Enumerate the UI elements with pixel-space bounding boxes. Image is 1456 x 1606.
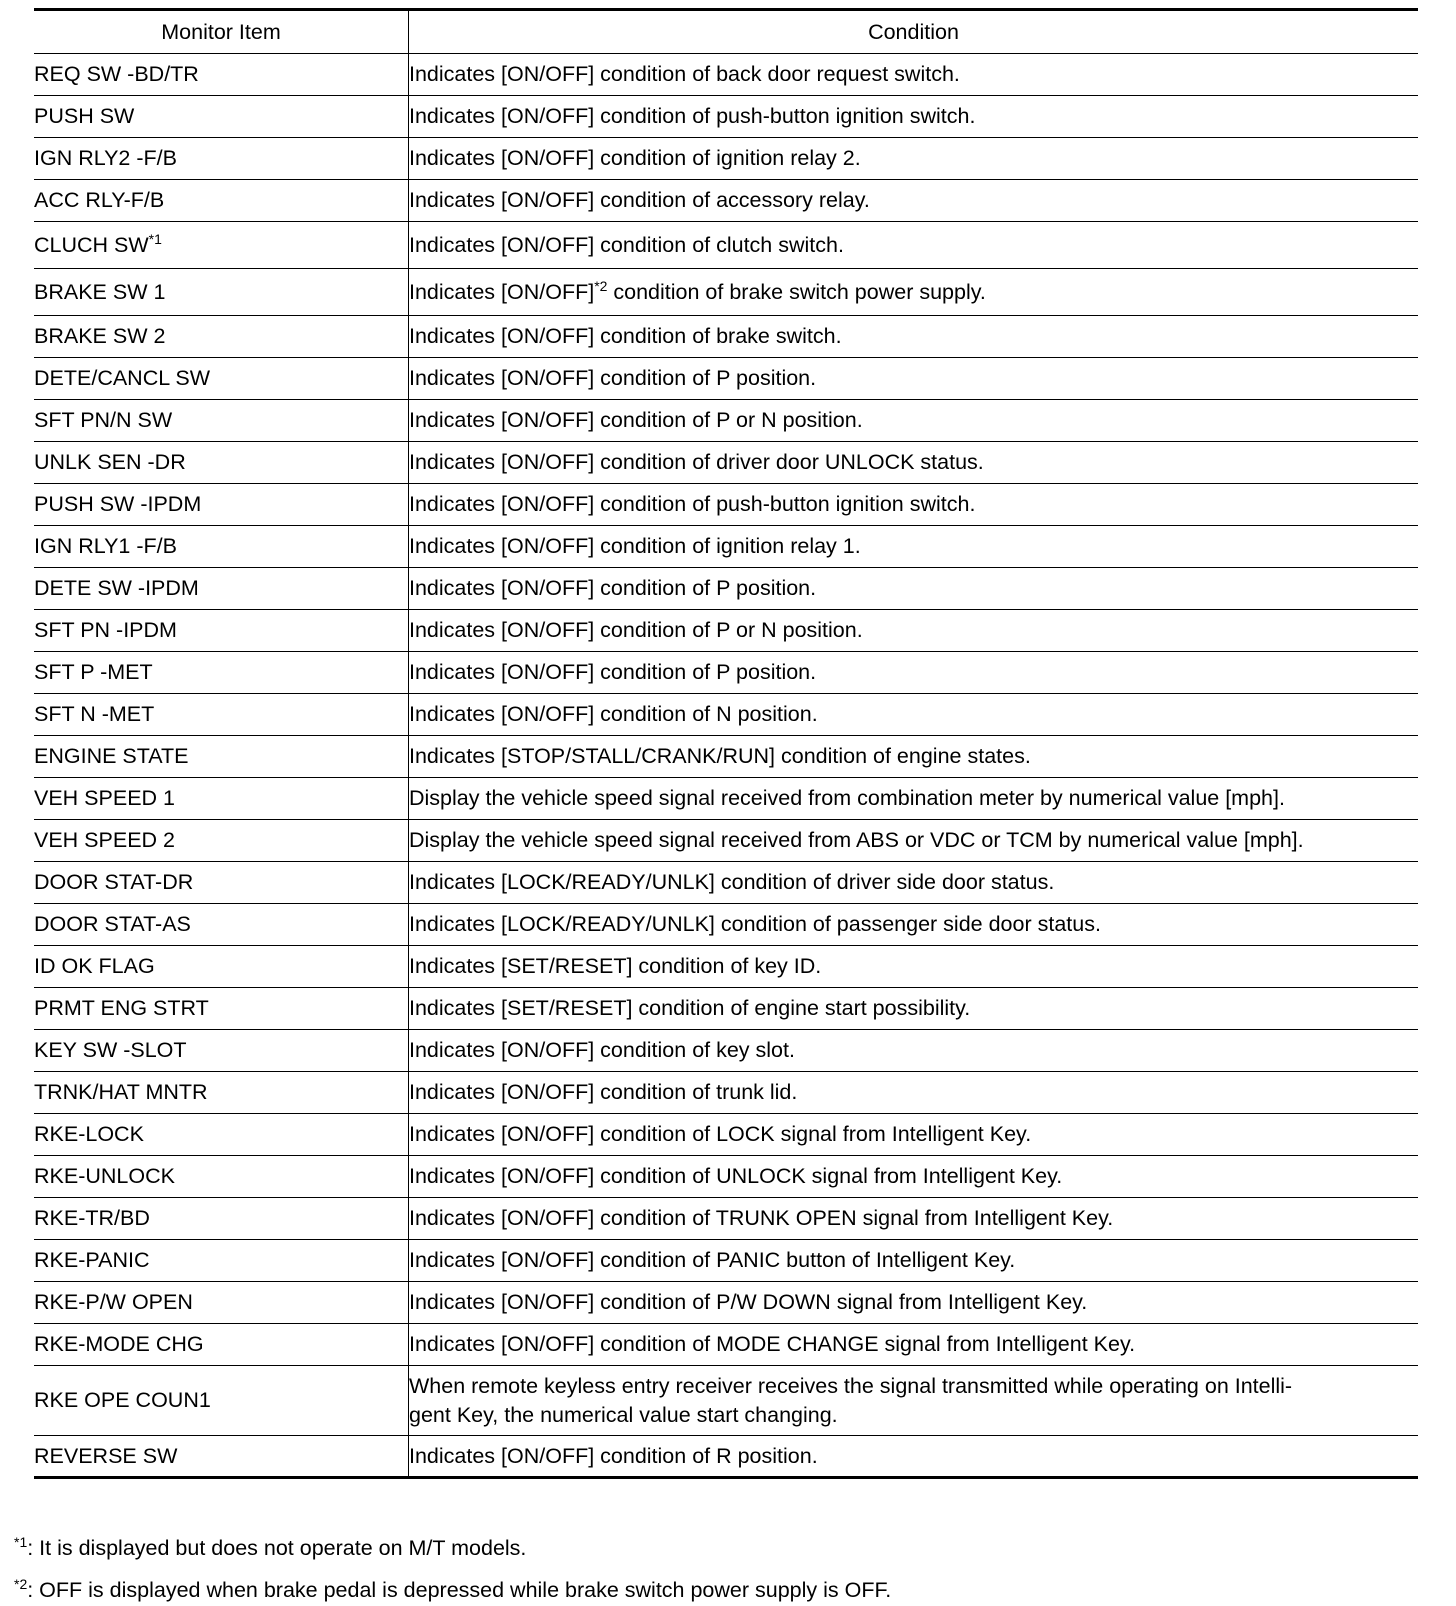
monitor-item-cell: VEH SPEED 2: [34, 820, 409, 862]
monitor-item-cell: ACC RLY-F/B: [34, 180, 409, 222]
condition-cell: Indicates [ON/OFF] condition of MODE CHANGE signal from Intelligent Key.: [409, 1324, 1419, 1366]
table-row: [34, 222, 1418, 269]
condition-cell: Indicates [ON/OFF] condition of P position.: [409, 568, 1419, 610]
footnote-1: [14, 1536, 526, 1561]
table-row: [34, 778, 1418, 820]
table-row: [34, 820, 1418, 862]
monitor-item-cell: RKE-MODE CHG: [34, 1324, 409, 1366]
monitor-item-table: [34, 8, 1418, 1479]
condition-cell: [409, 269, 1419, 316]
table-row: [34, 316, 1418, 358]
condition-cell: Indicates [ON/OFF] condition of P or N position.: [409, 610, 1419, 652]
monitor-item-cell: REQ SW -BD/TR: [34, 54, 409, 96]
condition-cell: Indicates [SET/RESET] condition of key ID.: [409, 946, 1419, 988]
condition-cell: Indicates [STOP/STALL/CRANK/RUN] condition of engine states.: [409, 736, 1419, 778]
table-row: [34, 442, 1418, 484]
condition-cell: Indicates [ON/OFF] condition of LOCK signal from Intelligent Key.: [409, 1114, 1419, 1156]
table-row: [34, 1366, 1418, 1436]
table-row: [34, 1324, 1418, 1366]
footnote-text: : It is displayed but does not operate on M/T models.: [27, 1536, 527, 1560]
condition-text: Indicates [ON/OFF]: [409, 279, 595, 304]
table-row: [34, 946, 1418, 988]
monitor-item-cell: ENGINE STATE: [34, 736, 409, 778]
monitor-item-cell: SFT PN/N SW: [34, 400, 409, 442]
condition-cell: Indicates [ON/OFF] condition of accessory relay.: [409, 180, 1419, 222]
header-monitor-item: Monitor Item: [34, 10, 409, 54]
monitor-item-cell: DOOR STAT-DR: [34, 862, 409, 904]
monitor-item-cell: BRAKE SW 1: [34, 269, 409, 316]
monitor-item-cell: RKE OPE COUN1: [34, 1366, 409, 1436]
condition-cell: Indicates [LOCK/READY/UNLK] condition of passenger side door status.: [409, 904, 1419, 946]
monitor-item-cell: DETE SW -IPDM: [34, 568, 409, 610]
condition-cell: Display the vehicle speed signal received from ABS or VDC or TCM by numerical value [mph].: [409, 820, 1419, 862]
table-row: [34, 1198, 1418, 1240]
monitor-item-cell: UNLK SEN -DR: [34, 442, 409, 484]
table-row: [34, 1114, 1418, 1156]
monitor-item-cell: DOOR STAT-AS: [34, 904, 409, 946]
footnote-text: : OFF is displayed when brake pedal is depressed while brake switch power supply is OFF.: [27, 1578, 892, 1602]
monitor-item-cell: TRNK/HAT MNTR: [34, 1072, 409, 1114]
table-row: [34, 988, 1418, 1030]
condition-text: condition of brake switch power supply.: [607, 279, 986, 304]
condition-cell: Indicates [ON/OFF] condition of key slot.: [409, 1030, 1419, 1072]
header-condition: Condition: [409, 10, 1419, 54]
condition-cell: [409, 1366, 1419, 1436]
monitor-item-cell: RKE-P/W OPEN: [34, 1282, 409, 1324]
table-row: [34, 904, 1418, 946]
condition-cell: Indicates [ON/OFF] condition of N position.: [409, 694, 1419, 736]
table-row: [34, 1072, 1418, 1114]
monitor-item-cell: SFT P -MET: [34, 652, 409, 694]
table-row: [34, 652, 1418, 694]
condition-cell: Indicates [ON/OFF] condition of brake switch.: [409, 316, 1419, 358]
table-row: [34, 526, 1418, 568]
monitor-item-cell: ID OK FLAG: [34, 946, 409, 988]
condition-cell: Indicates [ON/OFF] condition of push-button ignition switch.: [409, 96, 1419, 138]
table-row: [34, 484, 1418, 526]
condition-cell: Indicates [ON/OFF] condition of clutch switch.: [409, 222, 1419, 269]
footnote-marker: *1: [148, 230, 162, 247]
monitor-item-cell: [34, 222, 409, 269]
table-row: [34, 96, 1418, 138]
monitor-item-cell: REVERSE SW: [34, 1436, 409, 1478]
table-row: [34, 138, 1418, 180]
condition-cell: Indicates [ON/OFF] condition of UNLOCK signal from Intelligent Key.: [409, 1156, 1419, 1198]
condition-cell: Indicates [ON/OFF] condition of P position.: [409, 652, 1419, 694]
table-row: [34, 1240, 1418, 1282]
monitor-item-cell: DETE/CANCL SW: [34, 358, 409, 400]
table-header-row: [34, 10, 1418, 54]
monitor-item-cell: IGN RLY2 -F/B: [34, 138, 409, 180]
condition-cell: Indicates [LOCK/READY/UNLK] condition of driver side door status.: [409, 862, 1419, 904]
monitor-item-cell: SFT PN -IPDM: [34, 610, 409, 652]
table-row: [34, 1436, 1418, 1478]
table-row: [34, 694, 1418, 736]
condition-cell: Indicates [SET/RESET] condition of engine start possibility.: [409, 988, 1419, 1030]
monitor-item-cell: RKE-UNLOCK: [34, 1156, 409, 1198]
condition-cell: Indicates [ON/OFF] condition of R position.: [409, 1436, 1419, 1478]
table-row: [34, 358, 1418, 400]
monitor-item-cell: KEY SW -SLOT: [34, 1030, 409, 1072]
monitor-item-cell: VEH SPEED 1: [34, 778, 409, 820]
monitor-item-cell: PRMT ENG STRT: [34, 988, 409, 1030]
monitor-item-cell: RKE-TR/BD: [34, 1198, 409, 1240]
table-row: [34, 180, 1418, 222]
condition-line: gent Key, the numerical value start changing.: [409, 1402, 838, 1427]
monitor-item-cell: RKE-LOCK: [34, 1114, 409, 1156]
condition-cell: Indicates [ON/OFF] condition of ignition relay 1.: [409, 526, 1419, 568]
monitor-item-cell: RKE-PANIC: [34, 1240, 409, 1282]
condition-cell: Display the vehicle speed signal received from combination meter by numerical value [mph].: [409, 778, 1419, 820]
condition-cell: Indicates [ON/OFF] condition of P position.: [409, 358, 1419, 400]
condition-cell: Indicates [ON/OFF] condition of back door request switch.: [409, 54, 1419, 96]
table-row: [34, 400, 1418, 442]
monitor-item-text: CLUCH SW: [34, 232, 149, 257]
footnote-mark: *1: [14, 1534, 28, 1550]
condition-cell: Indicates [ON/OFF] condition of push-button ignition switch.: [409, 484, 1419, 526]
table-row: [34, 568, 1418, 610]
condition-cell: Indicates [ON/OFF] condition of ignition relay 2.: [409, 138, 1419, 180]
monitor-item-cell: BRAKE SW 2: [34, 316, 409, 358]
footnote-2: [14, 1578, 891, 1603]
monitor-item-cell: PUSH SW: [34, 96, 409, 138]
table-row: [34, 1156, 1418, 1198]
condition-cell: Indicates [ON/OFF] condition of TRUNK OPEN signal from Intelligent Key.: [409, 1198, 1419, 1240]
table-row: [34, 54, 1418, 96]
monitor-item-cell: IGN RLY1 -F/B: [34, 526, 409, 568]
table-row: [34, 1030, 1418, 1072]
table-row: [34, 736, 1418, 778]
table-row: [34, 610, 1418, 652]
table-row: [34, 862, 1418, 904]
condition-cell: Indicates [ON/OFF] condition of PANIC button of Intelligent Key.: [409, 1240, 1419, 1282]
condition-cell: Indicates [ON/OFF] condition of trunk lid.: [409, 1072, 1419, 1114]
condition-cell: Indicates [ON/OFF] condition of P or N position.: [409, 400, 1419, 442]
table-row: [34, 1282, 1418, 1324]
footnote-marker: *2: [594, 277, 608, 294]
condition-line: When remote keyless entry receiver receives the signal transmitted while operating on Intelli-: [409, 1373, 1293, 1398]
footnote-mark: *2: [14, 1576, 28, 1592]
condition-cell: Indicates [ON/OFF] condition of P/W DOWN signal from Intelligent Key.: [409, 1282, 1419, 1324]
table-row: [34, 269, 1418, 316]
condition-cell: Indicates [ON/OFF] condition of driver door UNLOCK status.: [409, 442, 1419, 484]
monitor-item-cell: PUSH SW -IPDM: [34, 484, 409, 526]
monitor-item-cell: SFT N -MET: [34, 694, 409, 736]
